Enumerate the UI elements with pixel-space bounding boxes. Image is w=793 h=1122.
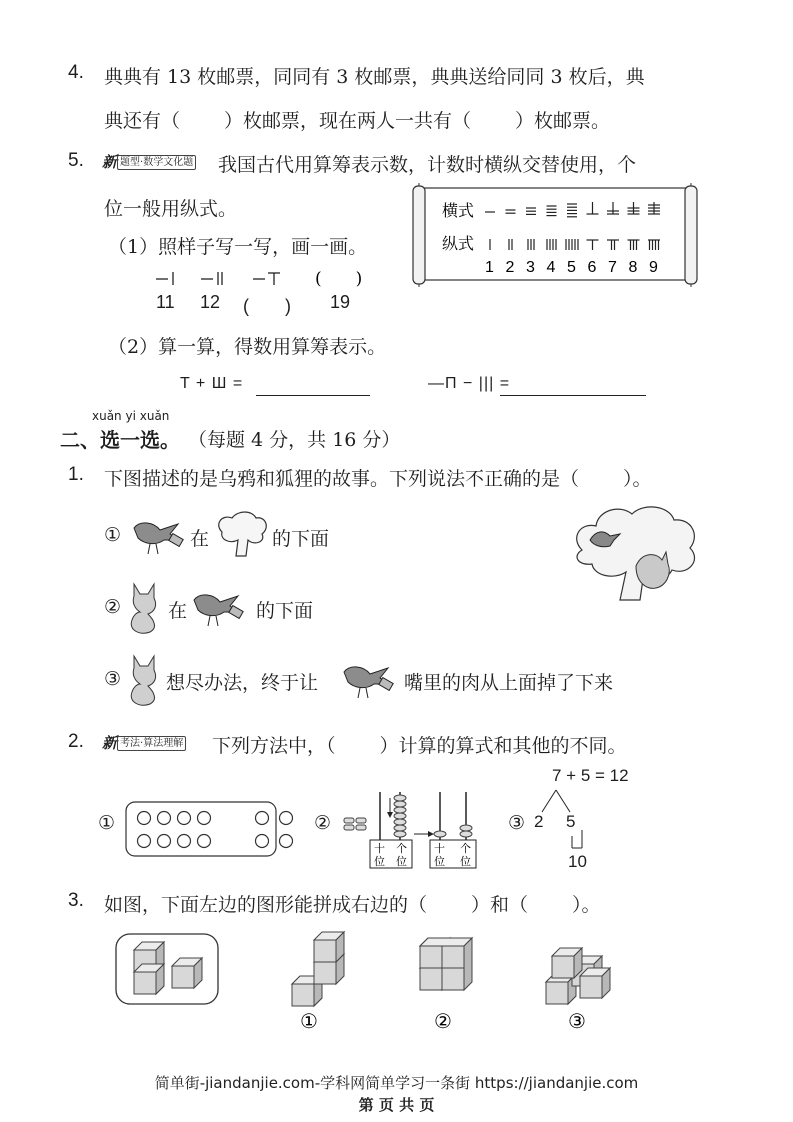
crow-fox-tree-scene — [570, 500, 702, 606]
q5-part1: （1）照样子写一写，画一画。 — [108, 236, 368, 258]
mc2-header — [102, 732, 186, 753]
mc1-opt1-mark[interactable]: ① — [104, 524, 122, 546]
mc1-opt3-mark[interactable]: ③ — [104, 668, 122, 690]
abacus1-label-one-2: 位 — [396, 855, 407, 868]
mc2-number: 2. — [68, 731, 84, 752]
new-mark: 新 — [102, 153, 118, 171]
q4-line1: 典典有 13 枚邮票，同同有 3 枚邮票，典典送给同同 3 枚后，典 — [104, 66, 645, 88]
mc2-split-sum: 10 — [568, 852, 587, 871]
mc3-stem-mid: ）和（ — [471, 894, 529, 916]
rod-digit-8: 8 — [628, 259, 638, 276]
scroll-row2-label: 纵式 — [442, 234, 475, 253]
q5-calc2-answer-line[interactable] — [500, 395, 646, 396]
rod-digit-4: 4 — [546, 259, 556, 276]
mc3-stem-text: 如图，下面左边的图形能拼成右边的（ — [104, 894, 428, 916]
cube-figures — [110, 928, 710, 1038]
rod-example-blank[interactable]: ( ) — [315, 269, 363, 289]
abacus-diagram — [342, 788, 492, 872]
rod-example-value-1: 11 — [156, 292, 175, 312]
mc2-stem-end: ）计算的算式和其他的不同。 — [379, 735, 627, 757]
mc2-equation: 7 + 5 = 12 — [552, 766, 629, 785]
cube-figure-3-label[interactable]: ③ — [568, 1009, 586, 1033]
q5-part2: （2）算一算，得数用算筹表示。 — [108, 336, 387, 358]
abacus1-label-ten-2: 位 — [374, 855, 385, 868]
abacus2-label-one-1: 个 — [460, 842, 471, 855]
q4-text-b: ）枚邮票，现在两人一共有（ — [224, 110, 472, 132]
abacus2-label-ten-2: 位 — [434, 855, 445, 868]
q4-line2 — [104, 106, 610, 133]
section2-pinyin: xuǎn yi xuǎn — [92, 409, 170, 423]
cube-figure-3 — [546, 948, 610, 1004]
rod-example-value-4: 19 — [330, 292, 351, 312]
left-shapes-box — [116, 934, 218, 1004]
mc3-stem — [104, 890, 601, 917]
counters-box — [124, 800, 298, 860]
rod-digit-3: 3 — [526, 259, 535, 276]
mc1-stem-text: 下图描述的是乌鸦和狐狸的故事。下列说法不正确的是（ — [104, 468, 580, 490]
mc1-opt2-mid: 在 — [168, 600, 188, 622]
q5-line1: 我国古代用算筹表示数，计数时横纵交替使用，个 — [218, 154, 637, 176]
crow-icon — [130, 512, 186, 556]
fox-icon — [124, 652, 164, 708]
q5-header — [102, 151, 196, 172]
abacus1-label-ten-1: 十 — [374, 842, 385, 855]
q5-number: 5. — [68, 150, 84, 171]
cube-figure-2-label[interactable]: ② — [434, 1009, 452, 1033]
section2-note: （每题 4 分，共 16 分） — [188, 429, 401, 451]
mc1-stem — [104, 464, 652, 491]
question-type-tag: 考法·算法理解 — [117, 736, 186, 751]
rod-example-value-3-blank[interactable]: ( ) — [243, 296, 291, 316]
rod-digit-7: 7 — [608, 259, 617, 276]
crow-icon — [190, 584, 250, 628]
q4-number: 4. — [68, 62, 84, 83]
rod-digit-9: 9 — [649, 259, 658, 276]
mc1-opt3-end: 嘴里的肉从上面掉了下来 — [404, 672, 614, 694]
rod-digit-2: 2 — [505, 259, 515, 276]
question-type-tag: 题型·数学文化题 — [117, 155, 196, 170]
rod-digit-5: 5 — [567, 259, 576, 276]
mc1-opt2-end: 的下面 — [256, 600, 314, 622]
abacus1-label-one-1: 个 — [396, 842, 407, 855]
rod-digit-1: 1 — [485, 259, 494, 276]
section2-title: 二、选一选。 — [60, 428, 180, 452]
rod-digits — [485, 259, 658, 276]
scroll-row1-label: 横式 — [442, 201, 475, 220]
cube-figure-1-label[interactable]: ① — [300, 1009, 318, 1033]
tree-icon — [214, 510, 270, 560]
cube-figure-1 — [292, 932, 344, 1006]
q4-text-a: 典还有（ — [104, 110, 181, 132]
crow-icon — [340, 656, 400, 700]
rod-example-value-2: 12 — [200, 292, 221, 312]
q5-calc1-answer-line[interactable] — [256, 395, 370, 396]
mc2-opt2-mark[interactable]: ② — [314, 812, 332, 834]
q5-calc2: —Π − ||| = — [428, 375, 511, 392]
footer-page-line: 第 页 共 页 — [358, 1096, 435, 1114]
rod-examples — [150, 268, 380, 290]
mc2-stem-text: 下列方法中，（ — [212, 735, 336, 757]
mc3-number: 3. — [68, 890, 84, 911]
mc1-opt1-mid: 在 — [190, 528, 210, 550]
q5-line2: 位一般用纵式。 — [104, 198, 238, 220]
cube-figure-2 — [420, 938, 472, 990]
mc1-opt2-mark[interactable]: ② — [104, 596, 122, 618]
rod-digit-6: 6 — [587, 259, 597, 276]
new-mark: 新 — [102, 734, 118, 752]
mc2-stem — [212, 731, 627, 758]
mc1-number: 1. — [68, 464, 84, 485]
mc2-split-left: 2 — [534, 812, 544, 831]
mc3-stem-end: ）。 — [572, 894, 601, 916]
counting-rods-scroll — [410, 182, 700, 288]
abacus2-label-one-2: 位 — [460, 855, 471, 868]
tree-icon — [577, 507, 695, 600]
fox-icon — [124, 580, 164, 636]
mc2-opt1-mark[interactable]: ① — [98, 812, 116, 834]
mc2-opt3-mark[interactable]: ③ — [508, 812, 526, 834]
q4-text-c: ）枚邮票。 — [515, 110, 611, 132]
mc1-stem-end: ）。 — [623, 468, 652, 490]
footer-site-line: 简单街-jiandanjie.com-学科网简单学习一条街 https://jiandanjie.com — [154, 1074, 639, 1092]
abacus2-label-ten-1: 十 — [434, 842, 445, 855]
mc2-split-right: 5 — [566, 812, 576, 831]
q5-calc1: T + Ш = — [180, 375, 244, 392]
mc1-opt3-mid: 想尽办法，终于让 — [166, 672, 319, 694]
mc1-opt1-end: 的下面 — [272, 528, 330, 550]
